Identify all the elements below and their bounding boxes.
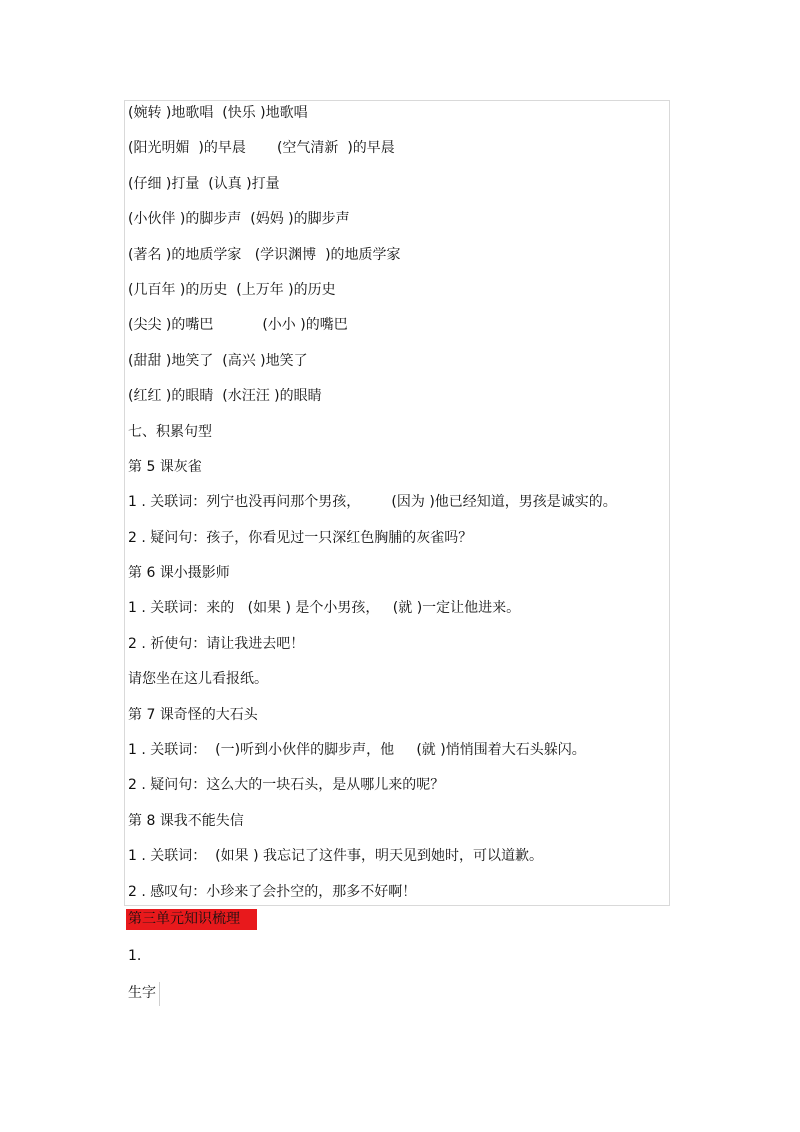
section-title: 七、积累句型: [128, 423, 212, 440]
sentence-line: 请您坐在这儿看报纸。: [128, 671, 268, 688]
sentence-line: 1 . 关联词：来的 (如果 ) 是个小男孩， (就 )一定让他进来。: [128, 600, 521, 617]
sentence-line: 2 . 感叹句：小珍来了会扑空的，那多不好啊！: [128, 883, 417, 900]
item-number: 1.: [128, 948, 142, 964]
lesson-heading: 第 5 课灰雀: [128, 458, 202, 475]
phrase-line: (几百年 )的历史 (上万年 )的历史: [128, 281, 336, 298]
document-body: [128, 96, 668, 910]
phrase-line: (婉转 )地歌唱 (快乐 )地歌唱: [128, 105, 308, 121]
sentence-line: 1 . 关联词： (一)听到小伙伴的脚步声，他 (就 )悄悄围着大石头躲闪。: [128, 742, 586, 759]
sentence-line: 2 . 疑问句：孩子，你看见过一只深红色胸脯的灰雀吗？: [128, 529, 473, 546]
lesson-heading: 第 7 课奇怪的大石头: [128, 706, 258, 723]
phrase-line: (尖尖 )的嘴巴 (小小 )的嘴巴: [128, 317, 348, 334]
lesson-heading: 第 6 课小摄影师: [128, 565, 230, 582]
sentence-line: 1 . 关联词： (如果 ) 我忘记了这件事，明天见到她时，可以道歉。: [128, 848, 543, 865]
item-label: 生字: [128, 985, 156, 1001]
unit-heading: 第三单元知识梳理: [126, 909, 257, 930]
sentence-line: 2 . 疑问句：这么大的一块石头，是从哪儿来的呢？: [128, 777, 445, 794]
phrase-line: (仔细 )打量 (认真 )打量: [128, 175, 280, 192]
phrase-line: (甜甜 )地笑了 (高兴 )地笑了: [128, 352, 308, 369]
phrase-line: (阳光明媚 )的早晨 (空气清新 )的早晨: [128, 140, 395, 157]
lesson-heading: 第 8 课我不能失信: [128, 812, 244, 829]
phrase-line: (著名 )的地质学家 (学识渊博 )的地质学家: [128, 246, 401, 263]
table-border: [159, 982, 160, 1006]
sentence-line: 2 . 祈使句：请让我进去吧！: [128, 635, 305, 652]
sentence-line: 1 . 关联词：列宁也没再问那个男孩， (因为 )他已经知道，男孩是诚实的。: [128, 494, 617, 511]
phrase-line: (红红 )的眼睛 (水汪汪 )的眼睛: [128, 388, 322, 405]
phrase-line: (小伙伴 )的脚步声 (妈妈 )的脚步声: [128, 211, 350, 228]
